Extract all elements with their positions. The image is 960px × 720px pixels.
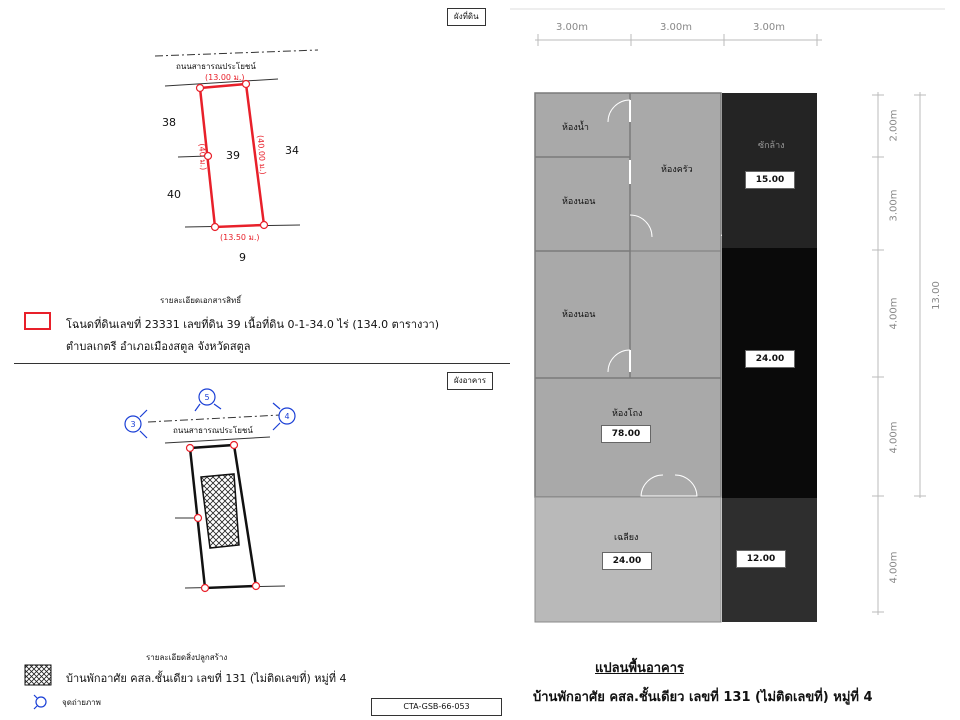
deed-line-2: ตำบลเกตรี อำเภอเมืองสตูล จังหวัดสตูล: [66, 340, 251, 353]
camera-point-legend-icon: [30, 692, 52, 712]
floor-plan-subtitle: บ้านพักอาศัย คสล.ชั้นเดียว เลขที่ 131 (ไม่ติดเลขที่) หมู่ที่ 4: [533, 690, 873, 705]
parcel-corner-marker: [261, 222, 268, 229]
building-footprint: [201, 474, 239, 548]
right-dim-5: 4.00m: [888, 551, 900, 584]
land-map-tag: ผังที่ดิน: [447, 8, 486, 26]
parcel-corner-marker: [202, 585, 209, 592]
building-map-tag: ผังอาคาร: [447, 372, 493, 390]
neighbor-parcel-38: 38: [162, 116, 176, 129]
room-bedroom-1: ห้องนอน: [562, 197, 596, 207]
house-legend-text: บ้านพักอาศัย คสล.ชั้นเดียว เลขที่ 131 (ไม่ติดเลขที่) หมู่ที่ 4: [66, 672, 347, 685]
floor-plan-drawing: [510, 0, 960, 720]
room-bathroom: ห้องน้ำ: [562, 123, 589, 133]
road-centerline: [155, 50, 318, 56]
right-dim-2: 3.00m: [888, 189, 900, 222]
photo-legend-text: จุดถ่ายภาพ: [62, 698, 101, 707]
right-dimension: (40.00 ม.): [255, 134, 268, 175]
parcel-corner-marker: [187, 445, 194, 452]
parcel-corner-marker: [231, 442, 238, 449]
neighbor-parcel-34: 34: [285, 144, 299, 157]
room-porch: เฉลียง: [614, 533, 639, 543]
room-laundry: ซักล้าง: [758, 141, 785, 151]
neighbor-parcel-40: 40: [167, 188, 181, 201]
top-dim-3: 3.00m: [753, 22, 786, 33]
deed-details-title: รายละเอียดเอกสารสิทธิ์: [160, 296, 242, 305]
photo-point-4-label: 4: [284, 412, 290, 421]
right-dim-3: 4.00m: [888, 297, 900, 330]
top-dim-1: 3.00m: [556, 22, 589, 33]
house-legend-swatch: [24, 664, 52, 686]
dark-middle-block: [722, 248, 817, 498]
top-dim-2: 3.00m: [660, 22, 693, 33]
right-dim-4: 4.00m: [888, 421, 900, 454]
room-kitchen: ห้องครัว: [661, 165, 693, 175]
bottom-dimension: (13.50 ม.): [220, 233, 260, 242]
living-area-value: 78.00: [601, 425, 651, 443]
room-bedroom-2: ห้องนอน: [562, 310, 596, 320]
dark-bottom-area-value: 12.00: [736, 550, 786, 568]
floor-plan-title: แปลนพื้นอาคาร: [595, 661, 685, 676]
parcel-corner-marker: [197, 85, 204, 92]
right-dim-1: 2.00m: [888, 109, 900, 142]
road-label: ถนนสาธารณประโยชน์: [176, 62, 256, 71]
left-dimension: (40 ม.): [197, 143, 208, 171]
porch-area-value: 24.00: [602, 552, 652, 570]
land-parcel-diagram: [0, 0, 510, 360]
building-site-diagram: [0, 360, 510, 720]
photo-point-5-label: 5: [204, 393, 210, 402]
laundry-area-value: 15.00: [745, 171, 795, 189]
road-centerline: [148, 415, 280, 422]
room-living: ห้องโถง: [612, 409, 643, 419]
road-edge: [165, 437, 270, 443]
parcel-corner-marker: [195, 515, 202, 522]
deed-line-1: โฉนดที่ดินเลขที่ 23331 เลขที่ดิน 39 เนื้อที่ดิน 0-1-34.0 ไร่ (134.0 ตารางวา): [66, 318, 440, 331]
dark-middle-area-value: 24.00: [745, 350, 795, 368]
parcel-corner-marker: [253, 583, 260, 590]
road-label: ถนนสาธารณประโยชน์: [173, 426, 253, 435]
parcel-number: 39: [226, 149, 240, 162]
top-dimension: (13.00 ม.): [205, 73, 245, 82]
building-details-title: รายละเอียดสิ่งปลูกสร้าง: [146, 653, 228, 662]
parcel-legend-swatch: [24, 312, 51, 330]
parcel-corner-marker: [212, 224, 219, 231]
photo-point-3-label: 3: [130, 420, 136, 429]
neighbor-parcel-9: 9: [239, 251, 246, 264]
photo-point-3-icon: [125, 410, 147, 438]
document-code: CTA-GSB-66-053: [371, 698, 502, 716]
total-height-dim: 13.00: [930, 281, 942, 310]
